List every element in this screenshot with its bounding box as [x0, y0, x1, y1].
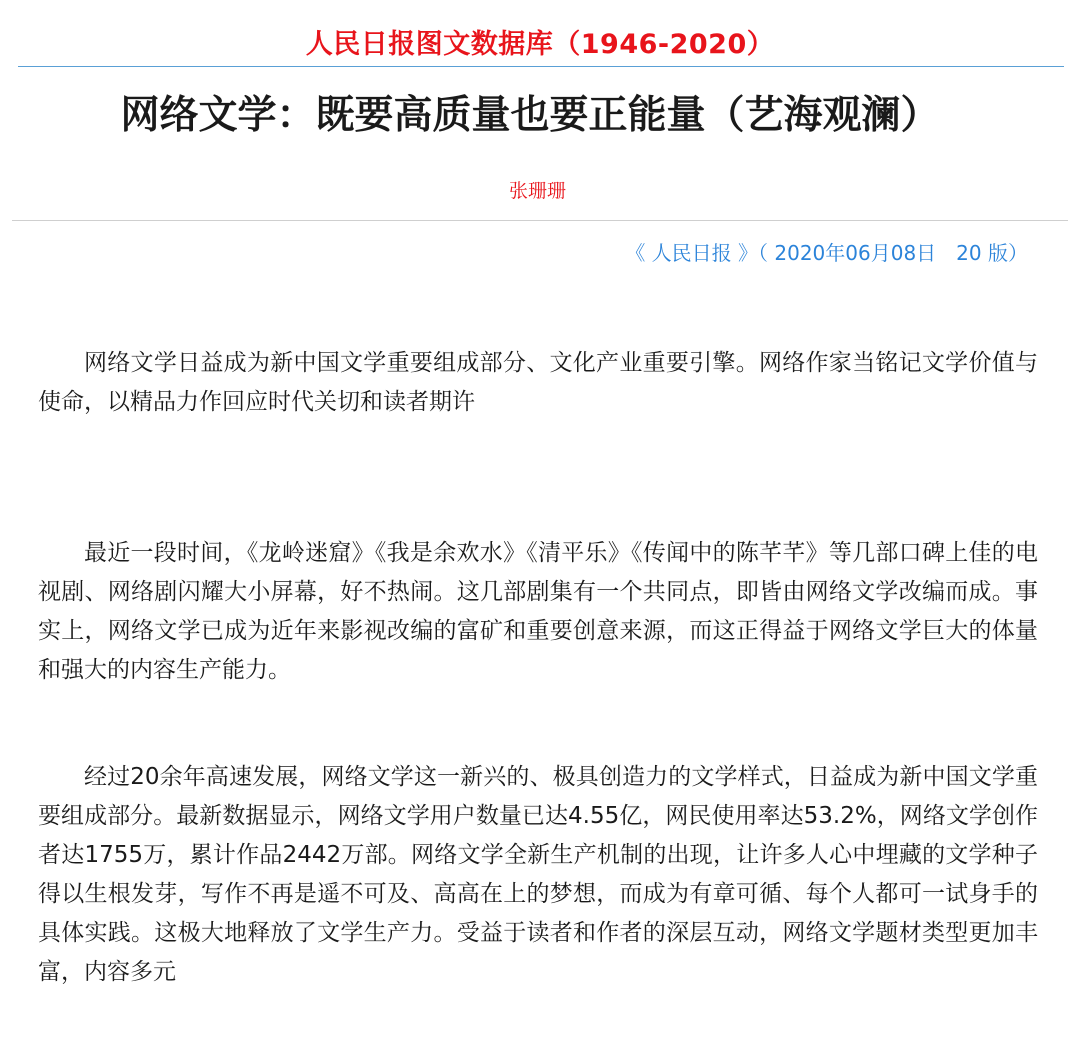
- newspaper-link[interactable]: 《 人民日报 》: [625, 241, 759, 265]
- summary-paragraph: 网络文学日益成为新中国文学重要组成部分、文化产业重要引擎。网络作家当铭记文学价值与使命，以精品力作回应时代关切和读者期许: [38, 350, 1038, 415]
- article-author[interactable]: 张珊珊: [508, 180, 566, 202]
- article-headline: 网络文学：既要高质量也要正能量（艺海观澜）: [120, 93, 940, 138]
- date-edition: （ 2020年06月08日 20 版）: [758, 241, 1028, 265]
- article-body-paragraph-1: [38, 534, 1038, 690]
- database-title: 人民日报图文数据库（1946-2020）: [305, 29, 775, 60]
- body-paragraph: 经过20余年高速发展，网络文学这一新兴的、极具创造力的文学样式，日益成为新中国文学重要组成部分。最新数据显示，网络文学用户数量已达4.55亿，网民使用率达53.2%，网络文学创作者达1755万，累计作品2442万部。网络文学全新生产机制的出现，让许多人心中埋藏的文学种子得以生根发芽，写作不再是遥不可及、高高在上的梦想，而成为有章可循、每个人都可一试身手的具体实践。这极大地释放了文学生产力。受益于读者和作者的深层互动，网络文学题材类型更加丰富，内容多元: [38, 764, 1038, 985]
- article-source: [625, 238, 1028, 268]
- byline-divider: [12, 220, 1068, 221]
- article-summary: [38, 344, 1038, 422]
- body-paragraph: 最近一段时间，《龙岭迷窟》《我是余欢水》《清平乐》《传闻中的陈芊芊》等几部口碑上佳的电视剧、网络剧闪耀大小屏幕，好不热闹。这几部剧集有一个共同点，即皆由网络文学改编而成。事实上，网络文学已成为近年来影视改编的富矿和重要创意来源，而这正得益于网络文学巨大的体量和强大的内容生产能力。: [38, 540, 1038, 683]
- article-body-paragraph-2: [38, 758, 1038, 992]
- header-divider: [18, 66, 1064, 67]
